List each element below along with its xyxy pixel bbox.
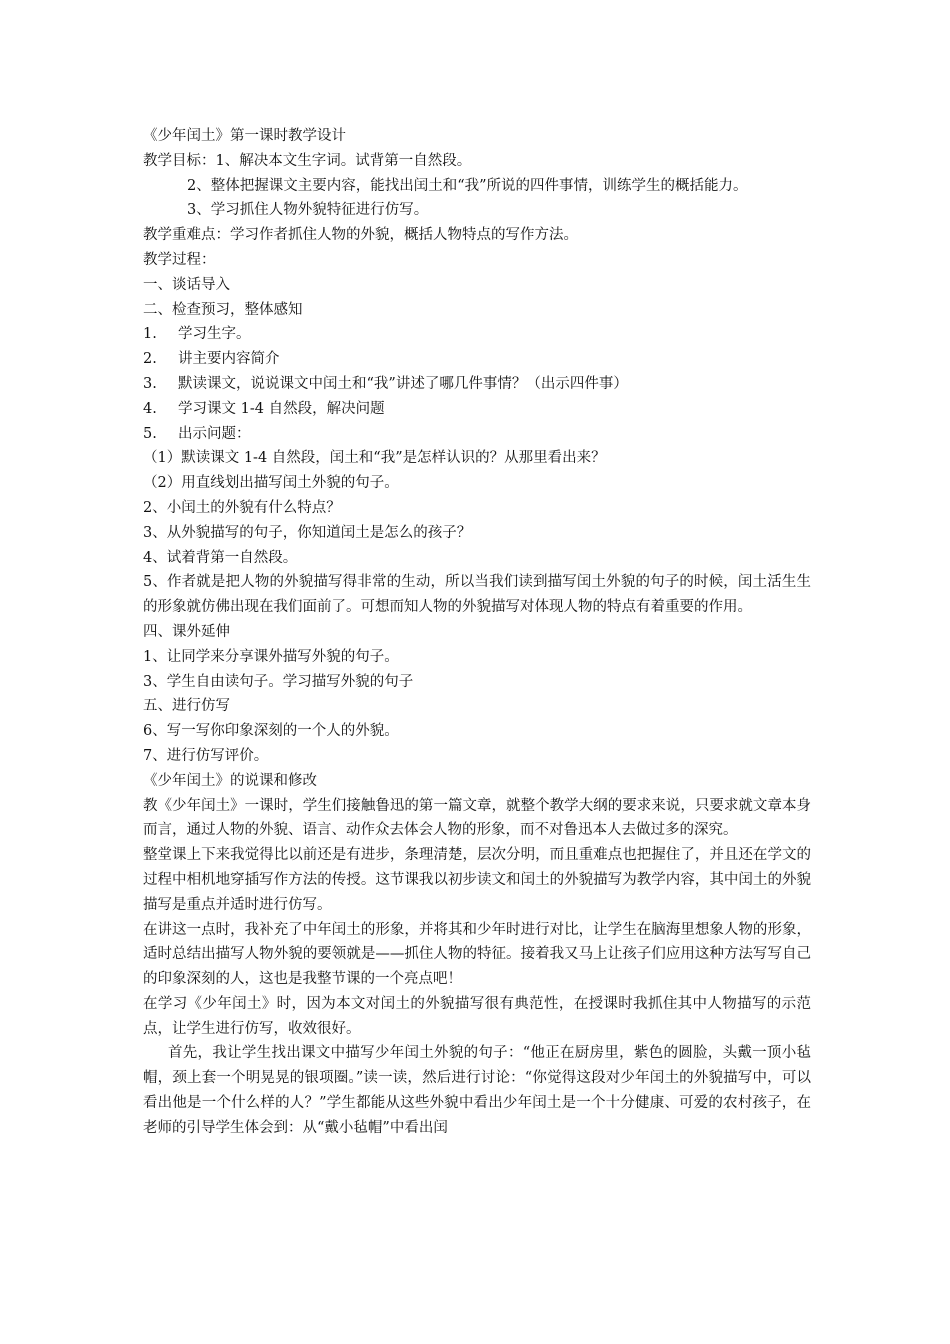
teaching-process-heading: 教学过程：	[143, 251, 216, 268]
paragraph-4: 在学习《少年闰土》时，因为本文对闰土的外貌描写很有典范性，在授课时我抓住其中人物描写的示范点，让学生进行仿写，收效很好。	[143, 995, 811, 1037]
document-body	[143, 124, 811, 1141]
extension-1: 1、让同学来分享课外描写外貌的句子。	[143, 648, 399, 665]
numbered-item-4	[143, 397, 811, 422]
teaching-goal-2: 2、整体把握课文主要内容，能找出闰土和“我”所说的四件事情，训练学生的概括能力。	[187, 177, 748, 194]
teaching-difficulty: 教学重难点：学习作者抓住人物的外貌，概括人物特点的写作方法。	[143, 227, 578, 244]
writing-7: 7、进行仿写评价。	[143, 747, 269, 764]
item-text: 学习课文 1-4 自然段，解决问题	[178, 400, 385, 417]
section-2-heading: 二、检查预习，整体感知	[143, 301, 303, 318]
step-5: 5、作者就是把人物的外貌描写得非常的生动，所以当我们读到描写闰土外貌的句子的时候，闰土活生生的形象就仿佛出现在我们面前了。可想而知人物的外貌描写对体现人物的特点有着重要的作用。	[143, 574, 811, 616]
step-2: 2、小闰土的外貌有什么特点？	[143, 499, 341, 516]
section-5-heading: 五、进行仿写	[143, 698, 230, 715]
numbered-item-2	[143, 347, 811, 372]
paragraph-5: 首先，我让学生找出课文中描写少年闰土外貌的句子：“他正在厨房里，紫色的圆脸，头戴一顶小毡帽，颈上套一个明晃晃的银项圈。”读一读，然后进行讨论：“你觉得这段对少年闰土的外貌描写中，可以看出他是一个什么样的人？”学生都能从这些外貌中看出少年闰土是一个十分健康、可爱的农村孩子，在老师的引导学生体会到：从“戴小毡帽”中看出闰	[143, 1045, 811, 1136]
question-2: （2）用直线划出描写闰土外貌的句子。	[143, 475, 399, 492]
teaching-goal-3: 3、学习抓住人物外貌特征进行仿写。	[187, 202, 429, 219]
item-number: 1.	[143, 326, 157, 343]
item-text: 默读课文，说说课文中闰土和“我”讲述了哪几件事情？（出示四件事）	[178, 375, 628, 392]
question-1: （1）默读课文 1-4 自然段，闰土和“我”是怎样认识的？从那里看出来？	[143, 450, 606, 467]
item-number: 5.	[143, 425, 157, 442]
numbered-item-3	[143, 372, 811, 397]
teaching-goal-1: 教学目标：1、解决本文生字词。试背第一自然段。	[143, 152, 472, 169]
numbered-item-1	[143, 322, 811, 347]
step-3: 3、从外貌描写的句子，你知道闰土是怎么的孩子？	[143, 524, 472, 541]
paragraph-3: 在讲这一点时，我补充了中年闰土的形象，并将其和少年时进行对比，让学生在脑海里想象人物的形象，适时总结出描写人物外貌的要领就是——抓住人物的特征。接着我又马上让孩子们应用这种方法写写自己的印象深刻的人，这也是我整节课的一个亮点吧！	[143, 921, 811, 988]
item-number: 4.	[143, 400, 157, 417]
item-number: 2.	[143, 351, 157, 368]
extension-3: 3、学生自由读句子。学习描写外貌的句子	[143, 673, 414, 690]
paragraph-2: 整堂课上下来我觉得比以前还是有进步，条理清楚，层次分明，而且重难点也把握住了，并且还在学文的过程中相机地穿插写作方法的传授。这节课我以初步读文和闰土的外貌描写为教学内容，其中闰土的外貌描写是重点并适时进行仿写。	[143, 847, 811, 913]
numbered-item-5	[143, 422, 811, 447]
writing-6: 6、写一写你印象深刻的一个人的外貌。	[143, 723, 399, 740]
item-text: 出示问题：	[178, 425, 251, 442]
paragraph-1: 教《少年闰土》一课时，学生们接触鲁迅的第一篇文章，就整个教学大纲的要求来说，只要求就文章本身而言，通过人物的外貌、语言、动作众去体会人物的形象，而不对鲁迅本人去做过多的深究。	[143, 797, 811, 839]
document-title: 《少年闰土》第一课时教学设计	[143, 128, 346, 144]
section-title-2: 《少年闰土》的说课和修改	[143, 772, 317, 789]
section-4-heading: 四、课外延伸	[143, 623, 230, 640]
section-1-heading: 一、谈话导入	[143, 276, 230, 293]
item-text: 学习生字。	[178, 326, 251, 343]
step-4: 4、试着背第一自然段。	[143, 549, 298, 566]
item-number: 3.	[143, 375, 157, 392]
item-text: 讲主要内容简介	[178, 351, 280, 368]
